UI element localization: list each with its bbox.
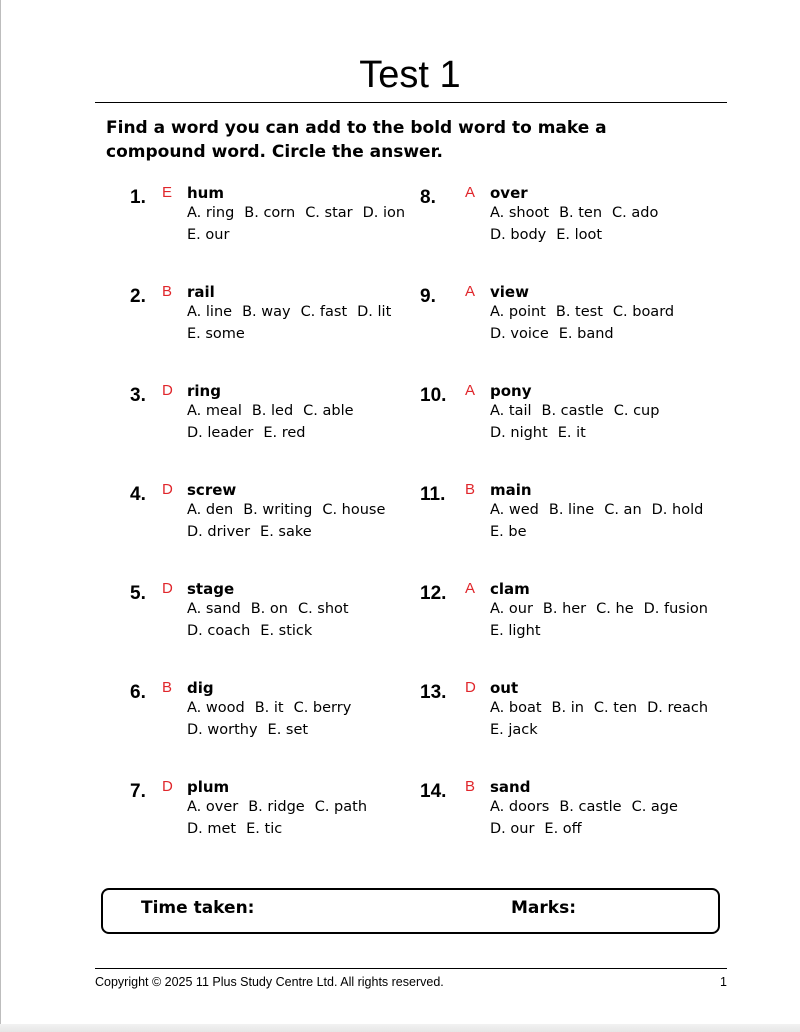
options-line [187,304,401,320]
answer-option[interactable]: E. some [187,326,245,342]
options-line [187,524,322,540]
question-number: 13. [420,682,447,703]
answer-option[interactable]: A. line [187,304,233,320]
question-item [130,182,430,252]
answer-option[interactable]: E. red [263,425,306,441]
question-number: 1. [130,187,146,208]
answer-option[interactable]: D. ion [362,205,406,221]
options-line [490,205,668,221]
question-bold-word: hum [187,184,224,202]
answer-option[interactable]: E. be [490,524,527,540]
options-line [187,623,322,639]
answer-option[interactable]: A. tail [490,403,532,419]
question-number: 3. [130,385,146,406]
time-taken-label: Time taken: [141,898,255,918]
answer-option[interactable]: B. it [254,700,284,716]
options-line [187,403,364,419]
options-line [490,227,612,243]
question-bold-word: view [490,283,529,301]
answer-option[interactable]: B. castle [559,799,622,815]
question-bold-word: pony [490,382,532,400]
marks-label: Marks: [511,898,576,918]
answer-option[interactable]: D. body [490,227,547,243]
question-number: 8. [420,187,436,208]
question-answer: A [465,283,476,300]
answer-option[interactable]: A. over [187,799,239,815]
question-answer: B [162,283,173,300]
options-line [490,821,592,837]
answer-option[interactable]: E. jack [490,722,538,738]
answer-option[interactable]: E. set [267,722,309,738]
answer-option[interactable]: C. fast [300,304,348,320]
question-answer: D [162,778,173,795]
answer-option[interactable]: E. stick [260,623,313,639]
answer-option[interactable]: E. tic [246,821,283,837]
answer-option[interactable]: A. boat [490,700,542,716]
question-item [420,578,720,648]
question-answer: A [465,382,476,399]
question-bold-word: screw [187,481,237,499]
question-bold-word: rail [187,283,215,301]
answer-option[interactable]: D. hold [651,502,704,518]
question-bold-word: dig [187,679,214,697]
footer-divider [95,968,727,969]
options-line [490,326,624,342]
answer-option[interactable]: E. sake [260,524,312,540]
page-title: Test 1 [359,54,461,96]
question-answer: B [465,778,476,795]
question-item [420,380,720,450]
answer-option[interactable]: C. house [322,502,386,518]
options-line [490,722,548,738]
options-line [187,700,361,716]
answer-option[interactable]: B. on [250,601,288,617]
answer-option[interactable]: C. path [314,799,368,815]
answer-option[interactable]: D. leader [187,425,254,441]
question-item [420,776,720,846]
question-bold-word: ring [187,382,221,400]
question-answer: E [162,184,173,201]
answer-option[interactable]: C. shot [297,601,349,617]
question-item [130,281,430,351]
options-line [490,799,688,815]
title-divider [95,102,727,103]
instruction-text: Find a word you can add to the bold word to make a compound word. Circle the answer. [106,118,607,162]
question-answer: B [465,481,476,498]
page-bottom-shadow [0,1024,800,1032]
question-item [130,578,430,648]
question-number: 6. [130,682,146,703]
answer-option[interactable]: B. ridge [248,799,305,815]
answer-option[interactable]: D. worthy [187,722,258,738]
question-answer: B [162,679,173,696]
question-bold-word: sand [490,778,531,796]
answer-option[interactable]: E. off [544,821,582,837]
question-number: 9. [420,286,436,307]
options-line [187,502,395,518]
options-line [490,425,596,441]
options-line [490,623,551,639]
question-item [130,677,430,747]
question-answer: D [162,481,173,498]
answer-option[interactable]: A. our [490,601,533,617]
question-bold-word: plum [187,778,230,796]
answer-option[interactable]: E. it [557,425,586,441]
answer-option[interactable]: A. wood [187,700,245,716]
options-line [187,205,415,221]
options-line [490,601,718,617]
answer-option[interactable]: B. in [551,700,584,716]
answer-option[interactable]: C. able [303,403,354,419]
question-number: 4. [130,484,146,505]
options-line [490,403,669,419]
question-number: 10. [420,385,447,406]
answer-option[interactable]: D. driver [187,524,251,540]
options-line [187,601,359,617]
question-item [420,479,720,549]
answer-option[interactable]: A. meal [187,403,242,419]
question-bold-word: over [490,184,528,202]
answer-option[interactable]: B. led [251,403,294,419]
options-line [490,304,684,320]
answer-option[interactable]: C. an [604,502,642,518]
answer-option[interactable]: B. her [542,601,587,617]
question-item [130,479,430,549]
answer-option[interactable]: C. ten [593,700,638,716]
answer-option[interactable]: E. our [187,227,230,243]
question-bold-word: clam [490,580,530,598]
answer-option[interactable]: C. star [305,205,353,221]
options-line [187,799,377,815]
question-number: 2. [130,286,146,307]
options-line [490,524,537,540]
options-line [490,502,713,518]
answer-option[interactable]: E. light [490,623,541,639]
answer-option[interactable]: C. cup [613,403,660,419]
options-line [187,227,239,243]
question-number: 5. [130,583,146,604]
page-edge [0,0,1,1032]
question-answer: D [465,679,476,696]
answer-option[interactable]: D. our [490,821,535,837]
answer-option[interactable]: A. shoot [490,205,550,221]
answer-option[interactable]: E. band [558,326,614,342]
answer-option[interactable]: A. wed [490,502,539,518]
answer-option[interactable]: A. doors [490,799,550,815]
question-answer: A [465,580,476,597]
options-line [187,722,318,738]
question-number: 12. [420,583,447,604]
question-answer: D [162,382,173,399]
question-item [130,776,430,846]
answer-option[interactable]: A. den [187,502,234,518]
answer-option[interactable]: D. lit [357,304,392,320]
answer-option[interactable]: A. point [490,304,546,320]
answer-option[interactable]: C. age [631,799,678,815]
question-answer: A [465,184,476,201]
copyright-text: Copyright © 2025 11 Plus Study Centre Ltd. All rights reserved. [95,975,444,989]
answer-option[interactable]: C. ado [612,205,659,221]
answer-option[interactable]: B. castle [541,403,604,419]
answer-option[interactable]: B. writing [243,502,313,518]
options-line [490,700,718,716]
answer-option[interactable]: C. berry [293,700,352,716]
answer-option[interactable]: B. ten [559,205,603,221]
question-bold-word: out [490,679,519,697]
options-line [187,821,292,837]
question-number: 14. [420,781,447,802]
question-item [130,380,430,450]
question-item [420,677,720,747]
answer-option[interactable]: D. fusion [643,601,708,617]
answer-option[interactable]: A. sand [187,601,241,617]
answer-option[interactable]: B. test [555,304,603,320]
question-number: 11. [420,484,446,505]
answer-option[interactable]: D. coach [187,623,251,639]
page-number: 1 [720,975,727,989]
answer-option[interactable]: D. reach [647,700,709,716]
answer-option[interactable]: D. night [490,425,548,441]
answer-option[interactable]: B. way [242,304,291,320]
question-item [420,281,720,351]
question-item [420,182,720,252]
answer-option[interactable]: A. ring [187,205,235,221]
options-line [187,425,315,441]
answer-option[interactable]: B. corn [244,205,296,221]
answer-option[interactable]: E. loot [556,227,603,243]
question-number: 7. [130,781,146,802]
question-answer: D [162,580,173,597]
question-bold-word: main [490,481,532,499]
question-bold-word: stage [187,580,235,598]
score-box [101,888,720,934]
answer-option[interactable]: D. voice [490,326,549,342]
answer-option[interactable]: D. met [187,821,237,837]
answer-option[interactable]: B. line [548,502,595,518]
options-line [187,326,255,342]
answer-option[interactable]: C. board [612,304,675,320]
answer-option[interactable]: C. he [596,601,634,617]
